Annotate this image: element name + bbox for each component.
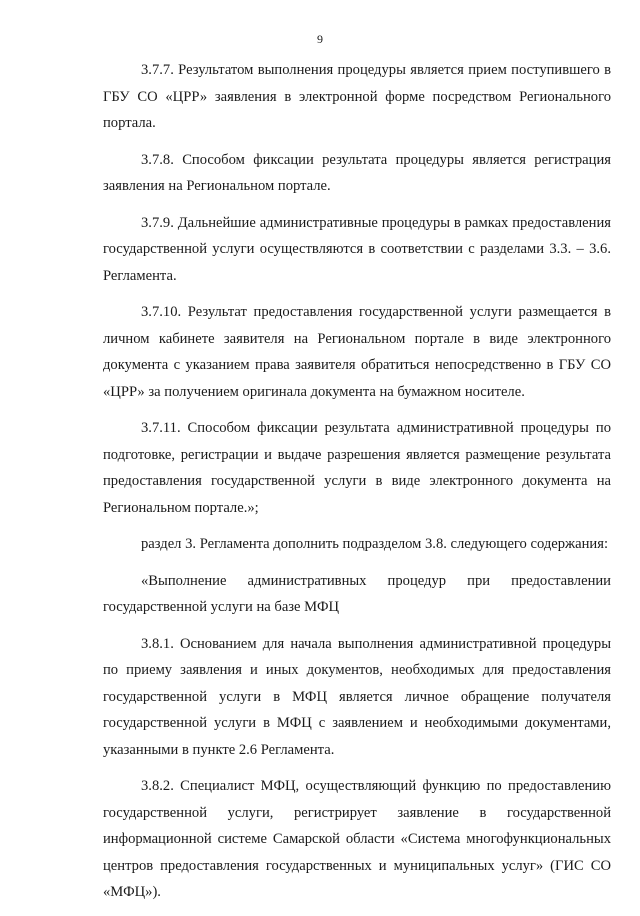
paragraph-section-3-amendment: раздел 3. Регламента дополнить подразделом 3.8. следующего содержания: [141, 536, 608, 552]
paragraph-3-7-7: 3.7.7. Результатом выполнения процедуры является прием поступившего в ГБУ СО «ЦРР» заявления в электронной форме посредством Регионального портала. [103, 62, 611, 131]
paragraph-3-7-8: 3.7.8. Способом фиксации результата процедуры является регистрация заявления на Региональном портале. [103, 151, 611, 194]
document-body [103, 57, 611, 916]
paragraph-3-7-10: 3.7.10. Результат предоставления государственной услуги размещается в личном кабинете заявителя на Региональном портале в виде электронного документа с указанием права заявителя обратиться непосредственно в ГБУ СО «ЦРР» за получением оригинала документа на бумажном носителе. [103, 304, 611, 400]
page-number: 9 [317, 32, 323, 46]
paragraph-3-8-2: 3.8.2. Специалист МФЦ, осуществляющий функцию по предоставлению государственной услуги, регистрирует заявление в государственной информационной системе Самарской области «Система многофункциональных центров предоставления государственных и муниципальных услуг» (ГИС СО «МФЦ»). [103, 778, 611, 900]
paragraph-3-8-1: 3.8.1. Основанием для начала выполнения административной процедуры по приему заявления и иных документов, необходимых для предоставления государственной услуги в МФЦ является личное обращение получателя государственной услуги в МФЦ с заявлением и необходимыми документами, указанными в пункте 2.6 Регламента. [103, 635, 611, 758]
paragraph-subsection-title: «Выполнение административных процедур при предоставлении государственной услуги на базе МФЦ [103, 572, 611, 615]
paragraph-3-7-9: 3.7.9. Дальнейшие административные процедуры в рамках предоставления государственной услуги осуществляются в соответствии с разделами 3.3. – 3.6. Регламента. [103, 214, 611, 284]
paragraph-3-7-11: 3.7.11. Способом фиксации результата административной процедуры по подготовке, регистрации и выдаче разрешения является размещение результата предоставления государственной услуги в виде электронного документа на Региональном портале.»; [103, 420, 611, 516]
